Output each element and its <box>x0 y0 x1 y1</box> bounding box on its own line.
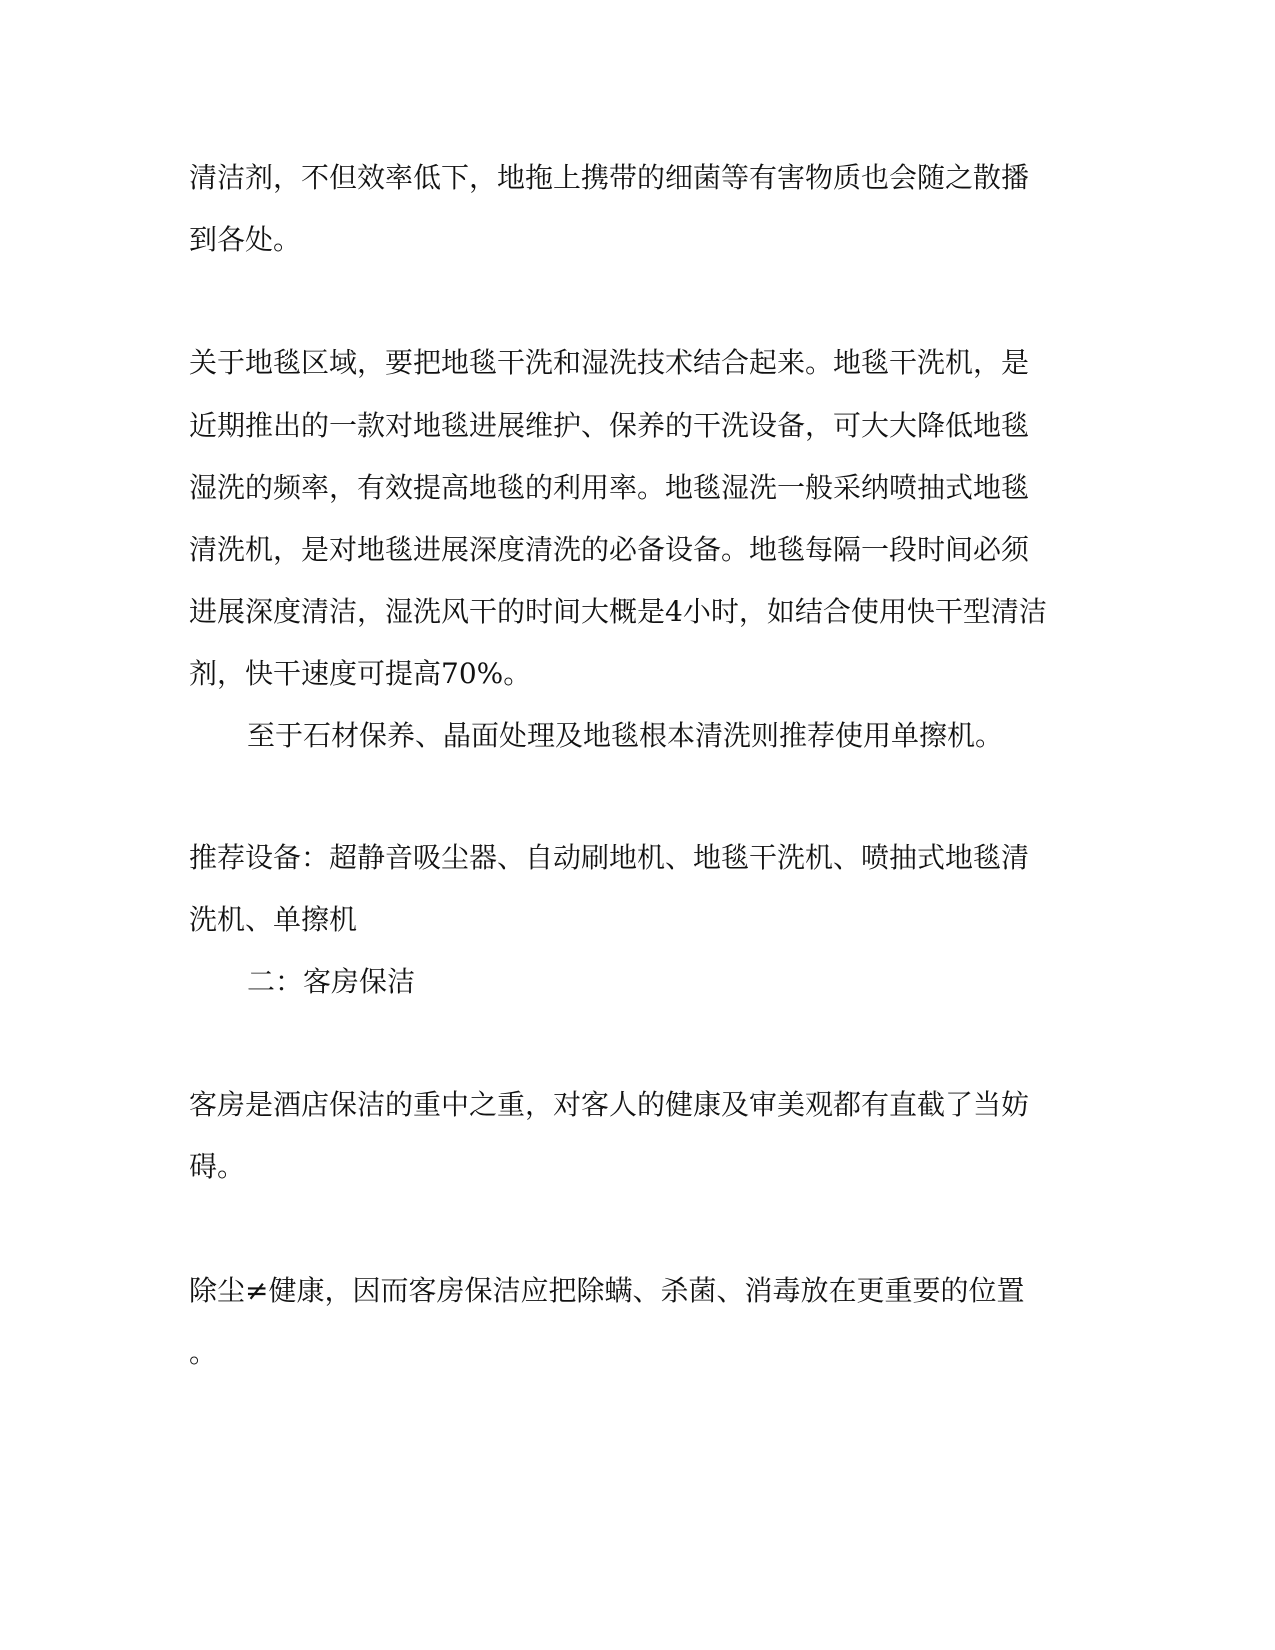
paragraph-line: 湿洗的频率，有效提高地毯的利用率。地毯湿洗一般采纳喷抽式地毯 <box>189 471 1030 504</box>
paragraph-line: 除尘≠健康，因而客房保洁应把除螨、杀菌、消毒放在更重要的位置 <box>189 1274 1025 1307</box>
paragraph-line: 近期推出的一款对地毯进展维护、保养的干洗设备，可大大降低地毯 <box>189 409 1030 442</box>
paragraph-line: 清洗机，是对地毯进展深度清洗的必备设备。地毯每隔一段时间必须 <box>189 533 1030 566</box>
paragraph-line: 剂，快干速度可提高70%。 <box>189 657 532 690</box>
section-heading: 二：客房保洁 <box>247 965 416 998</box>
paragraph-line: 碍。 <box>189 1150 246 1183</box>
paragraph-line: 。 <box>189 1336 218 1369</box>
paragraph-line: 推荐设备：超静音吸尘器、自动刷地机、地毯干洗机、喷抽式地毯清 <box>189 841 1030 874</box>
paragraph-line: 关于地毯区域，要把地毯干洗和湿洗技术结合起来。地毯干洗机，是 <box>189 346 1030 379</box>
paragraph-line: 洗机、单擦机 <box>189 903 358 936</box>
paragraph-line: 到各处。 <box>189 223 302 256</box>
paragraph-line: 至于石材保养、晶面处理及地毯根本清洗则推荐使用单擦机。 <box>247 719 1004 752</box>
paragraph-line: 进展深度清洁，湿洗风干的时间大概是4小时，如结合使用快干型清洁 <box>189 595 1047 628</box>
paragraph-line: 清洁剂，不但效率低下，地拖上携带的细菌等有害物质也会随之散播 <box>189 161 1030 194</box>
paragraph-line: 客房是酒店保洁的重中之重，对客人的健康及审美观都有直截了当妨 <box>189 1088 1030 1121</box>
